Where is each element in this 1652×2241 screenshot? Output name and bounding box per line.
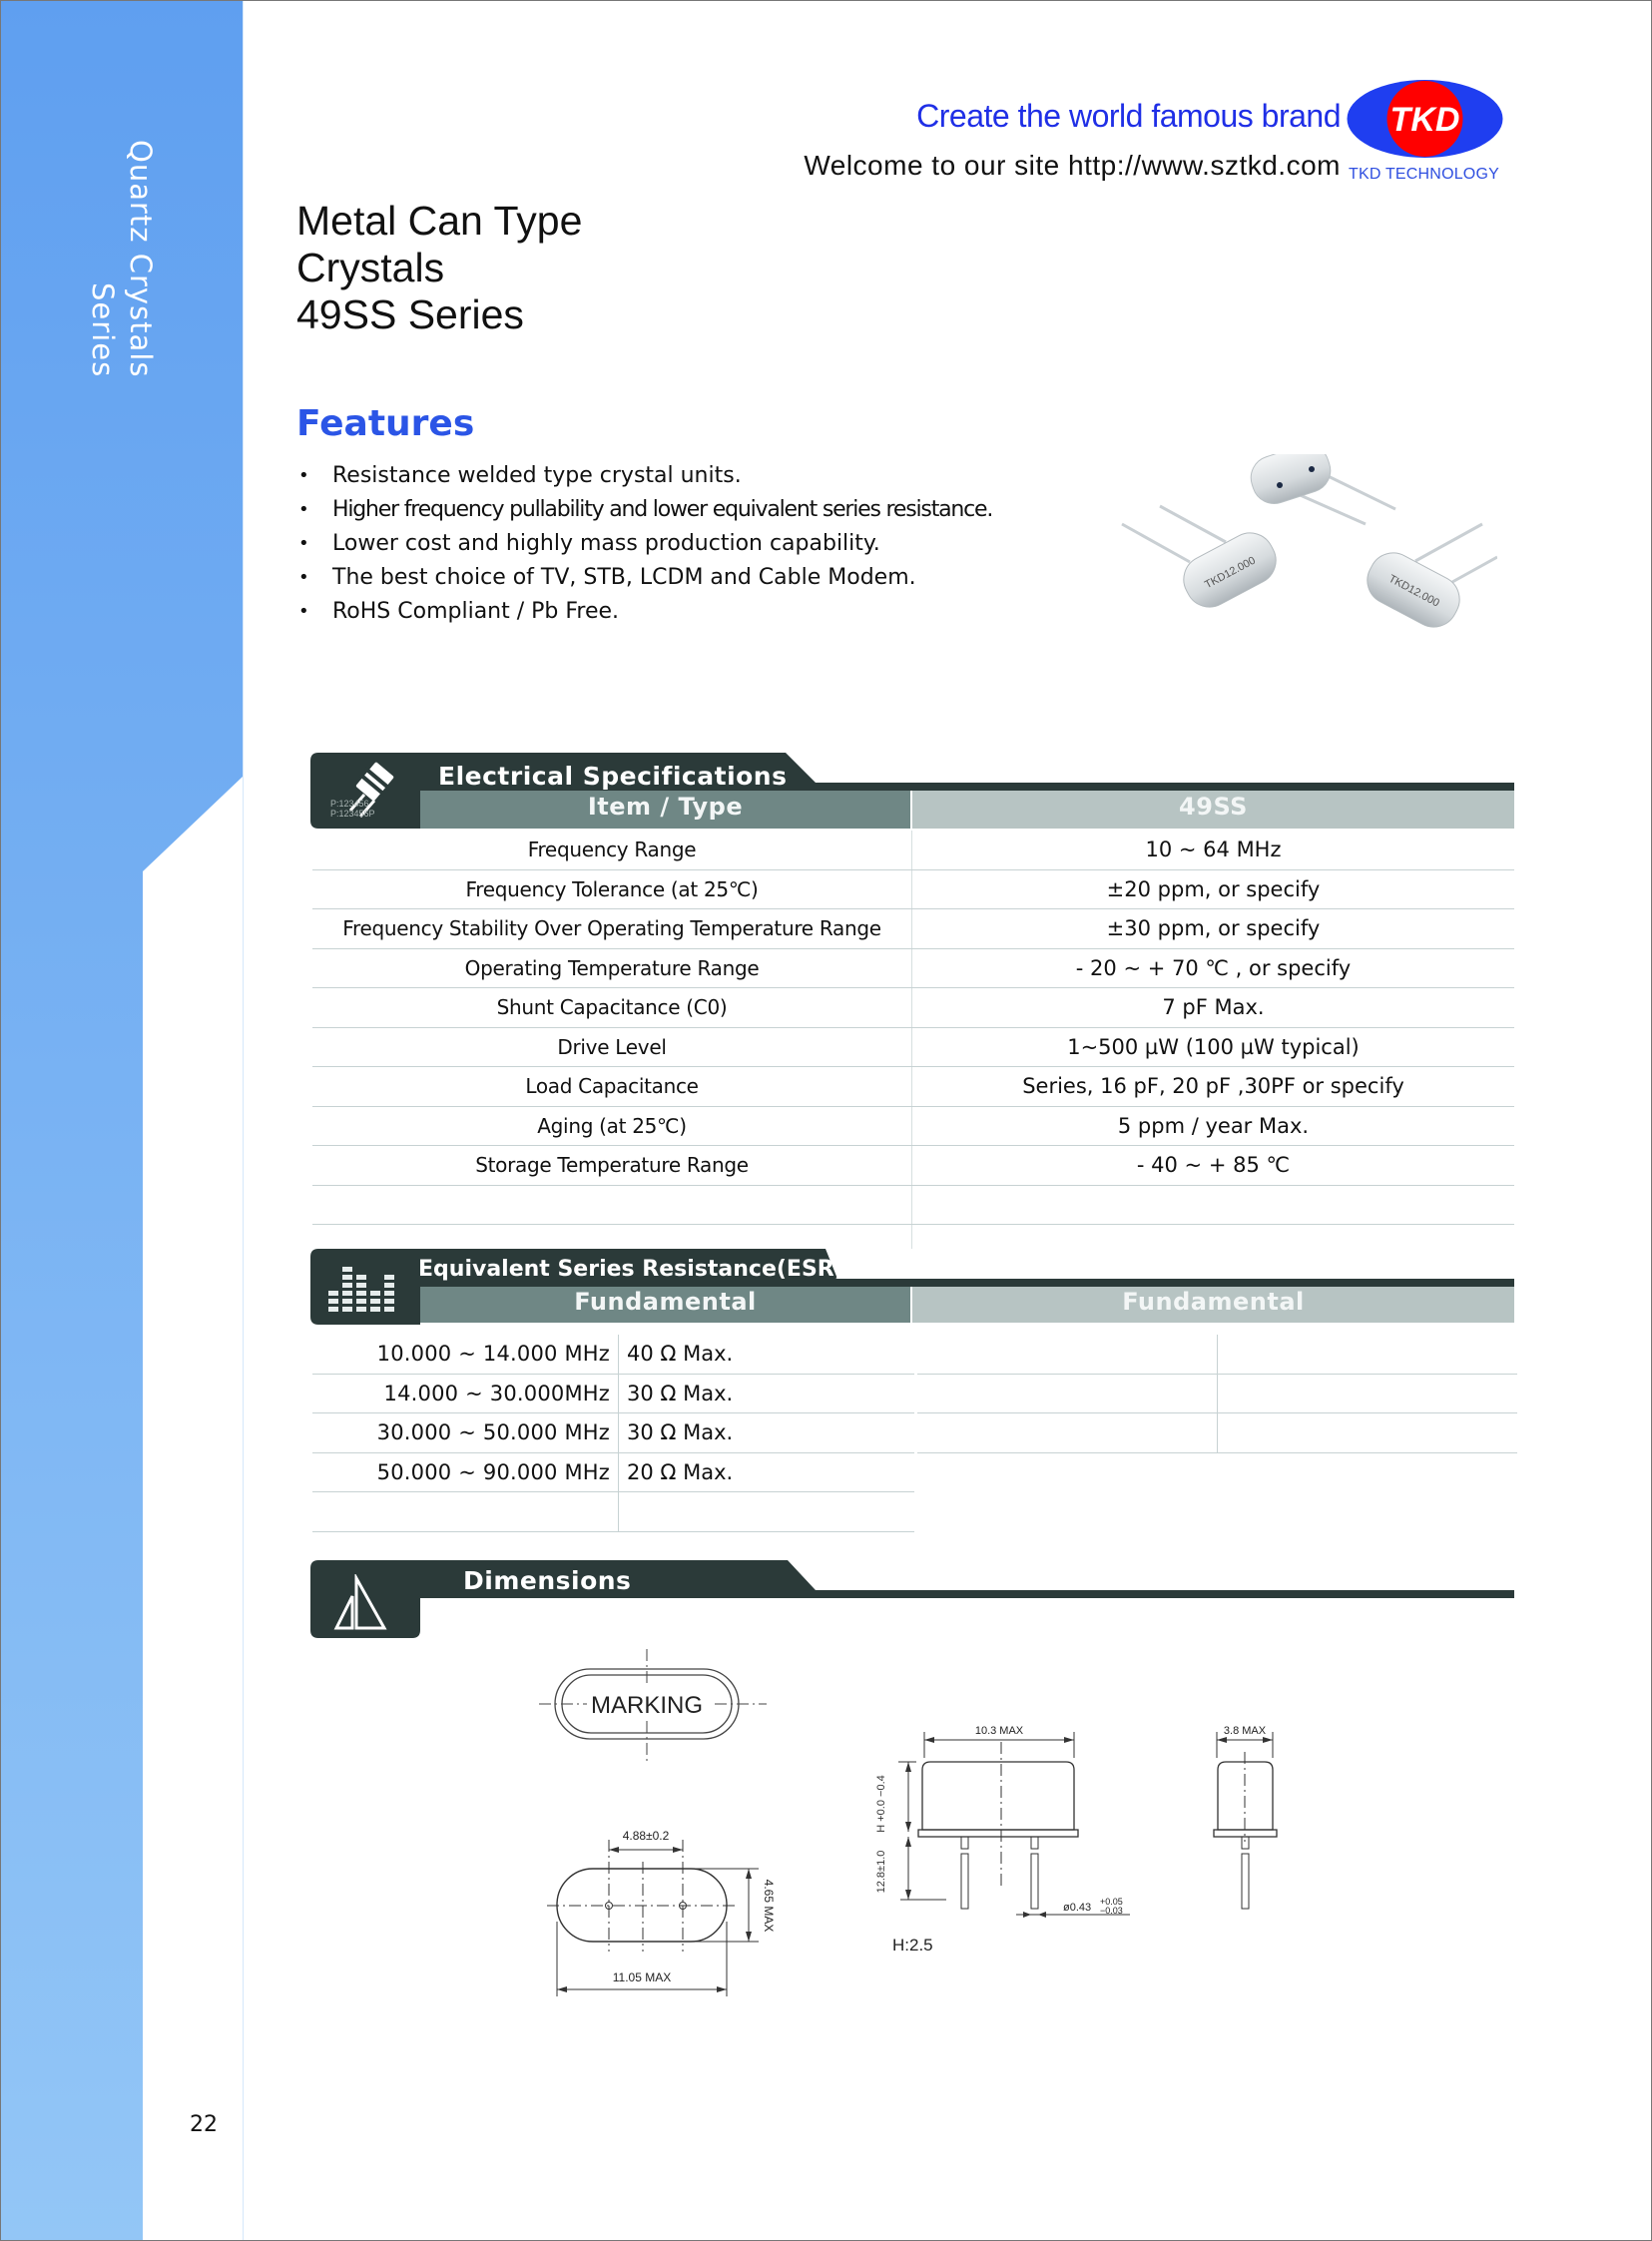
table-row xyxy=(312,1106,1514,1146)
col-header-item: Item / Type xyxy=(587,793,744,821)
esr-value xyxy=(619,1492,915,1532)
electrical-specs-table xyxy=(312,831,1514,1249)
height-note: H:2.5 xyxy=(892,1936,933,1955)
width-max-label: 4.65 MAX xyxy=(762,1879,776,1933)
sidebar-title-line2: Series xyxy=(86,282,120,378)
title-line1: Metal Can Type xyxy=(296,198,583,244)
feature-item: • Higher frequency pullability and lower equivalent series resistance. xyxy=(296,493,992,527)
feature-item: • Lower cost and highly mass production capability. xyxy=(296,527,992,561)
product-photo xyxy=(1098,454,1497,654)
page-number: 22 xyxy=(190,2112,218,2137)
col-header-left: Fundamental xyxy=(574,1288,757,1316)
marking-top-view-drawing xyxy=(539,1647,779,1767)
icon-caption-2: P:123456P xyxy=(330,809,375,819)
esr-value: 20 Ω Max. xyxy=(619,1452,915,1492)
esr-table-left xyxy=(312,1335,914,1532)
sidebar-section-title xyxy=(84,140,160,377)
esr-header xyxy=(310,1249,1514,1325)
table-row xyxy=(917,1413,1517,1453)
spec-value xyxy=(912,1185,1515,1225)
table-row xyxy=(312,1067,1514,1107)
spec-item: Frequency Tolerance (at 25℃) xyxy=(312,869,912,909)
icon-caption-1: P:123456 xyxy=(330,799,369,809)
logo-text: TKD xyxy=(1389,101,1460,139)
spec-item: Aging (at 25℃) xyxy=(312,1106,912,1146)
table-row xyxy=(312,948,1514,988)
body-width-label: 10.3 MAX xyxy=(974,1725,1024,1737)
features-list xyxy=(296,459,992,629)
table-row xyxy=(312,1492,914,1532)
bar-chart-icon xyxy=(326,1261,406,1319)
length-max-label: 11.05 MAX xyxy=(612,1970,672,1984)
spec-value xyxy=(912,1225,1515,1250)
esr-value: 30 Ω Max. xyxy=(619,1374,915,1413)
crystal-component-icon xyxy=(330,759,400,823)
spec-item: Frequency Stability Over Operating Temperature Range xyxy=(312,909,912,949)
table-row xyxy=(312,1185,1514,1225)
table-row xyxy=(312,869,1514,909)
sidebar xyxy=(0,0,244,2241)
table-row xyxy=(312,909,1514,949)
esr-freq-range: 14.000 ~ 30.000MHz xyxy=(312,1374,619,1413)
col-header-right: Fundamental xyxy=(1122,1288,1305,1316)
table-row xyxy=(312,1413,914,1453)
features-heading: Features xyxy=(296,403,475,444)
marking-label: MARKING xyxy=(590,1692,704,1719)
title-line2: Crystals xyxy=(296,245,445,290)
pin-pitch-label: 4.88±0.2 xyxy=(622,1829,670,1843)
table-row xyxy=(312,1225,1514,1250)
spec-item xyxy=(312,1225,912,1250)
page-title xyxy=(296,198,582,338)
logo-caption: TKD TECHNOLOGY xyxy=(1349,166,1499,183)
table-row xyxy=(312,1374,914,1413)
esr-title: Equivalent Series Resistance(ESR) xyxy=(418,1257,844,1282)
brand-tagline: Create the world famous brand xyxy=(916,98,1341,134)
esr-table-right xyxy=(917,1335,1517,1453)
spec-item: Storage Temperature Range xyxy=(312,1146,912,1186)
spec-item: Frequency Range xyxy=(312,831,912,869)
welcome-link-text[interactable]: Welcome to our site http://www.sztkd.com xyxy=(804,150,1341,181)
feature-item: • Resistance welded type crystal units. xyxy=(296,459,992,493)
spec-value: ±20 ppm, or specify xyxy=(912,869,1515,909)
spec-value: 7 pF Max. xyxy=(912,988,1515,1028)
table-row xyxy=(312,1335,914,1374)
dimensions-title: Dimensions xyxy=(463,1566,632,1595)
esr-value: 30 Ω Max. xyxy=(619,1413,915,1453)
esr-cell xyxy=(1218,1335,1518,1374)
spec-item: Drive Level xyxy=(312,1027,912,1067)
spec-item xyxy=(312,1185,912,1225)
feature-item: • The best choice of TV, STB, LCDM and Cable Modem. xyxy=(296,561,992,595)
esr-freq-range: 10.000 ~ 14.000 MHz xyxy=(312,1335,619,1374)
crystal-back xyxy=(1246,454,1395,524)
spec-value: 1~500 µW (100 µW typical) xyxy=(912,1027,1515,1067)
crystal-marking: TKD12.000 xyxy=(1203,554,1258,592)
spec-item: Operating Temperature Range xyxy=(312,948,912,988)
electrical-specs-header xyxy=(310,753,1514,829)
table-row xyxy=(917,1374,1517,1413)
bottom-view-drawing xyxy=(547,1822,807,2001)
ruler-triangle-icon xyxy=(332,1574,396,1632)
title-line3: 49SS Series xyxy=(296,291,524,337)
electrical-specs-title: Electrical Specifications xyxy=(438,762,788,791)
crystal-left xyxy=(1122,506,1285,615)
lead-diameter-tol-minus: −0.03 xyxy=(1100,1906,1123,1916)
table-row xyxy=(312,1027,1514,1067)
side-view-drawing xyxy=(868,1712,1168,1942)
spec-item: Load Capacitance xyxy=(312,1067,912,1107)
spec-value: - 40 ~ + 85 ℃ xyxy=(912,1146,1515,1186)
spec-item: Shunt Capacitance (C0) xyxy=(312,988,912,1028)
body-depth-label: 3.8 MAX xyxy=(1223,1725,1267,1737)
esr-cell xyxy=(917,1413,1218,1453)
crystal-marking: TKD12.000 xyxy=(1386,572,1441,610)
spec-value: 5 ppm / year Max. xyxy=(912,1106,1515,1146)
esr-cell xyxy=(1218,1374,1518,1413)
table-row xyxy=(312,831,1514,869)
spec-value: 10 ~ 64 MHz xyxy=(912,831,1515,869)
spec-value: ±30 ppm, or specify xyxy=(912,909,1515,949)
crystal-right xyxy=(1359,524,1497,635)
table-row xyxy=(312,988,1514,1028)
height-tolerance-label: H +0.0 −0.4 xyxy=(875,1775,887,1833)
esr-cell xyxy=(1218,1413,1518,1453)
spec-value: Series, 16 pF, 20 pF ,30PF or specify xyxy=(912,1067,1515,1107)
feature-item: • RoHS Compliant / Pb Free. xyxy=(296,595,992,629)
tkd-logo xyxy=(1347,79,1503,159)
spec-value: - 20 ~ + 70 ℃ , or specify xyxy=(912,948,1515,988)
table-row xyxy=(312,1452,914,1492)
sidebar-title-line1: Quartz Crystals xyxy=(124,140,158,378)
esr-value: 40 Ω Max. xyxy=(619,1335,915,1374)
esr-freq-range: 30.000 ~ 50.000 MHz xyxy=(312,1413,619,1453)
esr-freq-range xyxy=(312,1492,619,1532)
end-view-drawing xyxy=(1203,1712,1283,1912)
esr-cell xyxy=(917,1374,1218,1413)
table-row xyxy=(917,1335,1517,1374)
dimensions-header xyxy=(310,1560,1514,1638)
esr-freq-range: 50.000 ~ 90.000 MHz xyxy=(312,1452,619,1492)
lead-diameter-tol-plus: +0.05 xyxy=(1100,1897,1123,1907)
lead-length-label: 12.8±1.0 xyxy=(875,1850,887,1894)
esr-cell xyxy=(917,1335,1218,1374)
col-header-type: 49SS xyxy=(1179,793,1248,821)
lead-diameter-label: ø0.43 xyxy=(1063,1902,1092,1914)
table-row xyxy=(312,1146,1514,1186)
